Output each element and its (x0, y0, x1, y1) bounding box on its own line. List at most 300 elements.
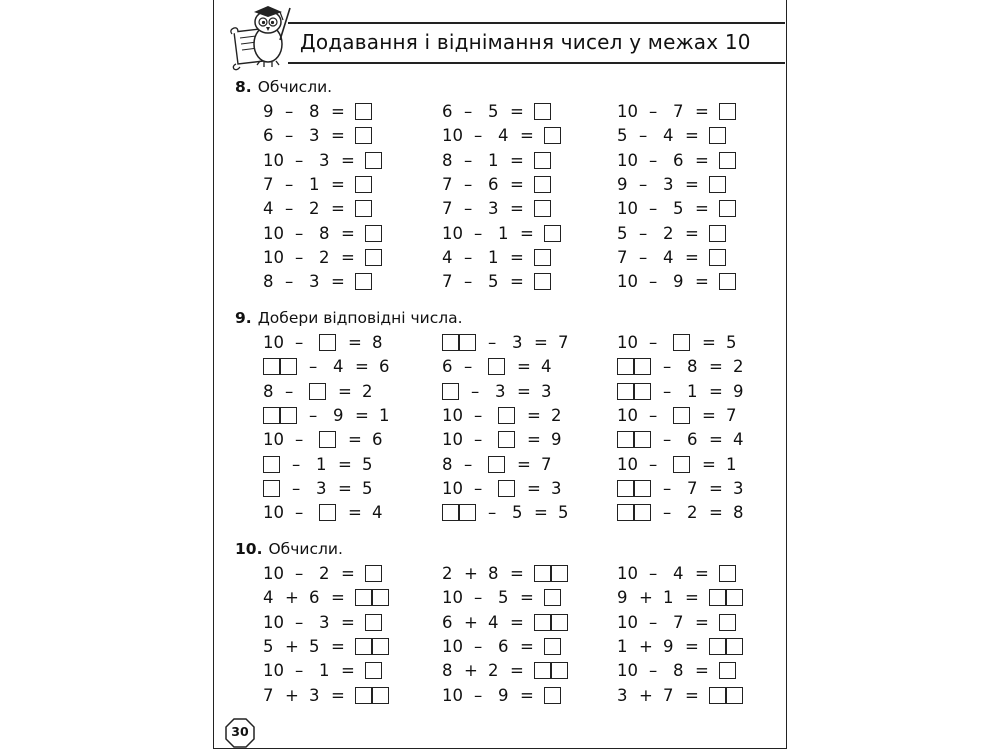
number: 10 (263, 612, 284, 632)
equals-sign: = (517, 381, 531, 401)
equals-sign: = (709, 478, 723, 498)
equals-sign: = (702, 405, 716, 425)
operator: – (663, 478, 672, 498)
number: 10 (263, 150, 284, 170)
operator: + (639, 588, 653, 608)
number: 1 (316, 454, 327, 474)
number: 7 (442, 272, 453, 292)
number: 6 (379, 357, 390, 377)
answer-box[interactable] (263, 358, 280, 375)
number: 10 (617, 405, 638, 425)
number: 8 (673, 661, 684, 681)
number: 5 (512, 503, 523, 523)
number: 7 (558, 333, 569, 352)
number: 7 (442, 174, 453, 194)
equals-sign: = (685, 174, 699, 194)
number: 10 (617, 612, 638, 632)
number: 3 (309, 685, 320, 705)
equals-sign: = (709, 381, 723, 401)
operator: – (285, 174, 294, 194)
number: 8 (442, 150, 453, 170)
number: 10 (617, 102, 638, 121)
operator: – (474, 588, 483, 608)
operator: – (649, 564, 658, 583)
number: 3 (541, 381, 552, 401)
answer-box[interactable] (280, 358, 297, 375)
answer-box[interactable] (319, 431, 336, 448)
operator: + (285, 636, 299, 656)
answer-box[interactable] (719, 200, 736, 217)
equals-sign: = (695, 150, 709, 170)
equals-sign: = (709, 357, 723, 377)
operator: – (464, 454, 473, 474)
equals-sign: = (702, 333, 716, 352)
exercise-title (235, 78, 332, 96)
equals-sign: = (685, 223, 699, 243)
answer-box[interactable] (544, 127, 561, 144)
answer-box[interactable] (673, 456, 690, 473)
number: 3 (309, 126, 320, 146)
answer-box[interactable] (709, 687, 726, 704)
operator: + (464, 564, 478, 583)
answer-box[interactable] (719, 565, 736, 582)
number: 9 (617, 174, 628, 194)
number: 8 (687, 357, 698, 377)
number: 10 (442, 126, 463, 146)
number: 6 (442, 102, 453, 121)
operator: – (285, 199, 294, 219)
operator: – (474, 405, 483, 425)
number: 8 (488, 564, 499, 583)
answer-box[interactable] (551, 565, 568, 582)
answer-box[interactable] (498, 431, 515, 448)
number: 8 (263, 381, 274, 401)
operator: – (309, 357, 318, 377)
answer-box[interactable] (709, 249, 726, 266)
answer-box[interactable] (634, 431, 651, 448)
number: 1 (687, 381, 698, 401)
answer-box[interactable] (709, 638, 726, 655)
answer-box[interactable] (617, 431, 634, 448)
equals-sign: = (685, 636, 699, 656)
answer-box[interactable] (355, 176, 372, 193)
number: 10 (263, 430, 284, 450)
equals-sign: = (527, 430, 541, 450)
number: 6 (442, 357, 453, 377)
equals-sign: = (331, 126, 345, 146)
number: 4 (673, 564, 684, 583)
operator: – (292, 478, 301, 498)
answer-box[interactable] (534, 103, 551, 120)
number: 9 (663, 636, 674, 656)
operator: – (649, 661, 658, 681)
answer-box[interactable] (372, 638, 389, 655)
operator: – (488, 503, 497, 523)
number: 3 (319, 150, 330, 170)
number: 3 (663, 174, 674, 194)
number: 3 (309, 272, 320, 292)
answer-box[interactable] (709, 127, 726, 144)
number: 1 (379, 405, 390, 425)
page-title: Додавання і віднімання чисел у межах 10 (300, 30, 751, 54)
equals-sign: = (348, 430, 362, 450)
exercise-instruction: Обчисли. (268, 540, 343, 558)
number: 3 (617, 685, 628, 705)
equals-sign: = (695, 661, 709, 681)
number: 3 (512, 333, 523, 352)
equals-sign: = (331, 174, 345, 194)
equals-sign: = (685, 247, 699, 267)
equals-sign: = (341, 223, 355, 243)
equals-sign: = (341, 247, 355, 267)
equals-sign: = (695, 272, 709, 292)
equals-sign: = (510, 564, 524, 583)
number: 2 (733, 357, 744, 377)
number: 10 (263, 333, 284, 352)
number: 4 (442, 247, 453, 267)
operator: – (464, 357, 473, 377)
operator: – (464, 199, 473, 219)
answer-box[interactable] (459, 334, 476, 351)
answer-box[interactable] (442, 504, 459, 521)
answer-box[interactable] (719, 103, 736, 120)
number: 7 (663, 685, 674, 705)
operator: – (295, 503, 304, 523)
answer-box[interactable] (534, 176, 551, 193)
number: 3 (733, 478, 744, 498)
answer-box[interactable] (534, 565, 551, 582)
operator: – (474, 430, 483, 450)
number: 7 (673, 102, 684, 121)
number: 10 (617, 454, 638, 474)
number: 10 (263, 503, 284, 523)
operator: – (295, 150, 304, 170)
equals-sign: = (331, 199, 345, 219)
answer-box[interactable] (355, 200, 372, 217)
operator: – (295, 430, 304, 450)
number: 3 (495, 381, 506, 401)
answer-box[interactable] (726, 589, 743, 606)
number: 10 (442, 223, 463, 243)
equals-sign: = (709, 430, 723, 450)
answer-box[interactable] (534, 200, 551, 217)
equals-sign: = (348, 333, 362, 352)
answer-box[interactable] (544, 638, 561, 655)
number: 8 (309, 102, 320, 121)
number: 9 (673, 272, 684, 292)
equals-sign: = (331, 272, 345, 292)
answer-box[interactable] (355, 127, 372, 144)
number: 4 (498, 126, 509, 146)
equals-sign: = (534, 503, 548, 523)
equals-sign: = (341, 564, 355, 583)
answer-box[interactable] (709, 225, 726, 242)
number: 6 (673, 150, 684, 170)
equals-sign: = (510, 150, 524, 170)
equals-sign: = (520, 588, 534, 608)
answer-box[interactable] (726, 687, 743, 704)
operator: + (639, 636, 653, 656)
number: 1 (309, 174, 320, 194)
operator: – (464, 102, 473, 121)
answer-box[interactable] (442, 334, 459, 351)
equals-sign: = (510, 102, 524, 121)
answer-box[interactable] (498, 480, 515, 497)
equals-sign: = (331, 685, 345, 705)
number: 4 (372, 503, 383, 523)
number: 1 (498, 223, 509, 243)
number: 5 (558, 503, 569, 523)
equals-sign: = (331, 636, 345, 656)
equals-sign: = (702, 454, 716, 474)
answer-box[interactable] (551, 662, 568, 679)
operator: – (649, 102, 658, 121)
answer-box[interactable] (442, 383, 459, 400)
number: 4 (733, 430, 744, 450)
operator: – (663, 381, 672, 401)
answer-box[interactable] (534, 614, 551, 631)
answer-box[interactable] (355, 589, 372, 606)
answer-box[interactable] (365, 152, 382, 169)
answer-box[interactable] (719, 273, 736, 290)
equals-sign: = (510, 247, 524, 267)
answer-box[interactable] (719, 662, 736, 679)
number: 9 (498, 685, 509, 705)
answer-box[interactable] (534, 249, 551, 266)
answer-box[interactable] (263, 480, 280, 497)
number: 10 (442, 405, 463, 425)
answer-box[interactable] (673, 334, 690, 351)
exercise-number: 9. (235, 309, 252, 327)
operator: – (464, 174, 473, 194)
exercise-title (235, 309, 463, 327)
operator: – (295, 333, 304, 352)
number: 4 (333, 357, 344, 377)
answer-box[interactable] (617, 358, 634, 375)
answer-box[interactable] (263, 407, 280, 424)
equals-sign: = (520, 636, 534, 656)
answer-box[interactable] (634, 358, 651, 375)
answer-box[interactable] (372, 687, 389, 704)
number: 6 (687, 430, 698, 450)
number: 7 (726, 405, 737, 425)
number: 7 (263, 685, 274, 705)
equals-sign: = (695, 199, 709, 219)
operator: – (474, 685, 483, 705)
operator: + (464, 661, 478, 681)
answer-box[interactable] (309, 383, 326, 400)
answer-box[interactable] (709, 176, 726, 193)
equals-sign: = (527, 405, 541, 425)
operator: – (464, 272, 473, 292)
answer-box[interactable] (709, 589, 726, 606)
equals-sign: = (527, 478, 541, 498)
answer-box[interactable] (534, 662, 551, 679)
operator: – (295, 661, 304, 681)
answer-box[interactable] (280, 407, 297, 424)
answer-box[interactable] (551, 614, 568, 631)
operator: – (649, 612, 658, 632)
equals-sign: = (695, 612, 709, 632)
page-number-badge (225, 718, 255, 748)
number: 4 (488, 612, 499, 632)
equals-sign: = (510, 661, 524, 681)
operator: – (471, 381, 480, 401)
number: 5 (362, 478, 373, 498)
operator: – (639, 247, 648, 267)
equals-sign: = (338, 381, 352, 401)
answer-box[interactable] (319, 504, 336, 521)
operator: – (285, 272, 294, 292)
number: 2 (319, 247, 330, 267)
equals-sign: = (517, 454, 531, 474)
answer-box[interactable] (355, 103, 372, 120)
equals-sign: = (510, 199, 524, 219)
operator: – (474, 636, 483, 656)
answer-box[interactable] (365, 662, 382, 679)
number: 8 (263, 272, 274, 292)
answer-box[interactable] (365, 565, 382, 582)
number: 10 (442, 430, 463, 450)
number: 1 (726, 454, 737, 474)
answer-box[interactable] (544, 589, 561, 606)
number: 1 (319, 661, 330, 681)
answer-box[interactable] (726, 638, 743, 655)
operator: + (285, 685, 299, 705)
operator: + (639, 685, 653, 705)
number: 8 (372, 333, 383, 352)
number: 7 (263, 174, 274, 194)
answer-box[interactable] (355, 273, 372, 290)
answer-box[interactable] (459, 504, 476, 521)
number: 9 (617, 588, 628, 608)
number: 6 (372, 430, 383, 450)
equals-sign: = (695, 564, 709, 583)
number: 10 (263, 247, 284, 267)
number: 9 (551, 430, 562, 450)
answer-box[interactable] (319, 334, 336, 351)
answer-box[interactable] (372, 589, 389, 606)
operator: – (663, 430, 672, 450)
equals-sign: = (338, 454, 352, 474)
operator: – (295, 247, 304, 267)
equals-sign: = (341, 612, 355, 632)
number: 10 (617, 150, 638, 170)
answer-box[interactable] (498, 407, 515, 424)
answer-box[interactable] (534, 273, 551, 290)
operator: – (649, 454, 658, 474)
operator: – (649, 272, 658, 292)
equals-sign: = (331, 588, 345, 608)
number: 7 (442, 199, 453, 219)
answer-box[interactable] (355, 638, 372, 655)
number: 6 (442, 612, 453, 632)
number: 5 (673, 199, 684, 219)
answer-box[interactable] (634, 383, 651, 400)
answer-box[interactable] (617, 383, 634, 400)
number: 7 (617, 247, 628, 267)
number: 10 (617, 199, 638, 219)
answer-box[interactable] (355, 687, 372, 704)
equals-sign: = (341, 661, 355, 681)
answer-box[interactable] (263, 456, 280, 473)
operator: – (649, 150, 658, 170)
operator: – (488, 333, 497, 352)
number: 10 (263, 661, 284, 681)
number: 8 (442, 661, 453, 681)
number: 4 (663, 247, 674, 267)
operator: – (295, 223, 304, 243)
answer-box[interactable] (719, 152, 736, 169)
number: 8 (319, 223, 330, 243)
number: 6 (488, 174, 499, 194)
operator: – (663, 357, 672, 377)
operator: – (309, 405, 318, 425)
operator: – (663, 503, 672, 523)
operator: – (649, 333, 658, 352)
number: 10 (263, 564, 284, 583)
header-rule-bottom (288, 62, 785, 64)
equals-sign: = (517, 357, 531, 377)
answer-box[interactable] (544, 687, 561, 704)
answer-box[interactable] (365, 225, 382, 242)
number: 2 (551, 405, 562, 425)
answer-box[interactable] (634, 504, 651, 521)
number: 10 (442, 478, 463, 498)
operator: – (292, 454, 301, 474)
number: 5 (617, 223, 628, 243)
answer-box[interactable] (365, 614, 382, 631)
equals-sign: = (355, 357, 369, 377)
number: 10 (617, 661, 638, 681)
operator: – (639, 223, 648, 243)
number: 6 (263, 126, 274, 146)
number: 9 (733, 381, 744, 401)
number: 10 (617, 333, 638, 352)
equals-sign: = (510, 174, 524, 194)
answer-box[interactable] (617, 504, 634, 521)
answer-box[interactable] (617, 480, 634, 497)
equals-sign: = (709, 503, 723, 523)
answer-box[interactable] (365, 249, 382, 266)
number: 10 (617, 272, 638, 292)
number: 3 (316, 478, 327, 498)
equals-sign: = (510, 272, 524, 292)
number: 2 (309, 199, 320, 219)
equals-sign: = (510, 612, 524, 632)
answer-box[interactable] (488, 358, 505, 375)
operator: – (285, 381, 294, 401)
answer-box[interactable] (634, 480, 651, 497)
number: 2 (687, 503, 698, 523)
operator: – (649, 199, 658, 219)
equals-sign: = (520, 685, 534, 705)
operator: – (474, 478, 483, 498)
answer-box[interactable] (719, 614, 736, 631)
operator: – (464, 150, 473, 170)
number: 10 (617, 564, 638, 583)
operator: – (295, 612, 304, 632)
answer-box[interactable] (534, 152, 551, 169)
equals-sign: = (685, 126, 699, 146)
number: 7 (673, 612, 684, 632)
number: 10 (442, 685, 463, 705)
answer-box[interactable] (673, 407, 690, 424)
answer-box[interactable] (488, 456, 505, 473)
number: 6 (498, 636, 509, 656)
equals-sign: = (685, 588, 699, 608)
answer-box[interactable] (544, 225, 561, 242)
